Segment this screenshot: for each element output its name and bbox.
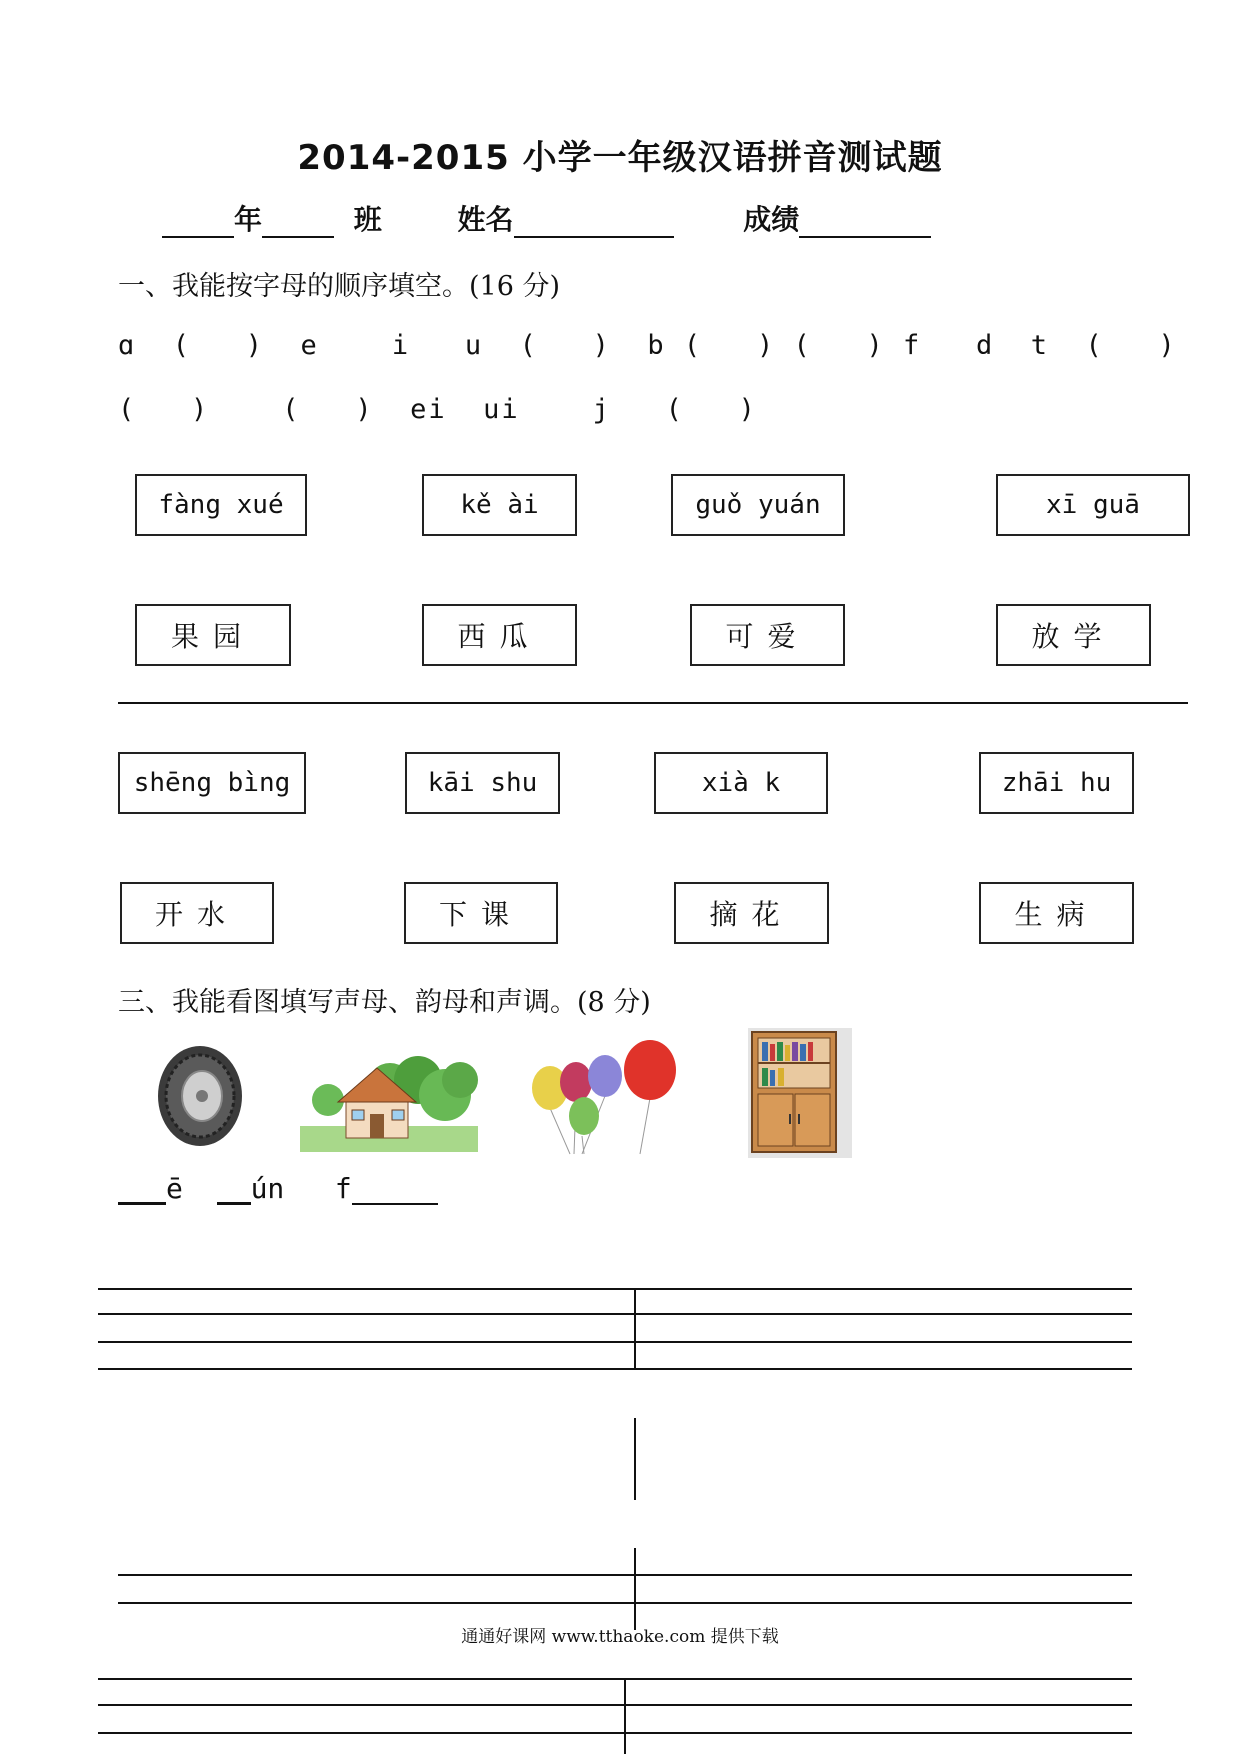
section3-heading: 三、我能看图填写声母、韵母和声调。(8 分): [118, 987, 651, 1018]
picture-answers: [118, 1172, 438, 1205]
hanzi-box-3[interactable]: 可爱: [690, 604, 845, 666]
pinyin-box-6[interactable]: kāi shu: [405, 752, 560, 814]
answer-blank-1[interactable]: [118, 1172, 166, 1205]
answer-1: ē: [166, 1172, 183, 1205]
pinyin-box-8[interactable]: zhāi hu: [979, 752, 1134, 814]
writing-line: [118, 1574, 1132, 1576]
pinyin-box-5[interactable]: shēng bìng: [118, 752, 306, 814]
page-title: 2014-2015 小学一年级汉语拼音测试题: [297, 138, 943, 178]
section-divider: [118, 702, 1188, 704]
writing-line: [98, 1288, 1132, 1290]
score-label: 成绩: [743, 203, 800, 236]
footer-source: 通通好课网 www.tthaoke.com 提供下载: [461, 1627, 779, 1647]
hanzi-box-1[interactable]: 果园: [135, 604, 291, 666]
answer-blank-2[interactable]: [217, 1172, 251, 1205]
balloons-image: [510, 1036, 680, 1156]
class-blank[interactable]: [262, 206, 334, 238]
pinyin-box-3[interactable]: guǒ yuán: [671, 474, 845, 536]
tire-image: [150, 1040, 250, 1152]
section1-heading: 一、我能按字母的顺序填空。(16 分): [118, 271, 561, 302]
score-blank[interactable]: [799, 206, 931, 238]
writing-line: [98, 1704, 1132, 1706]
writing-divider: [634, 1548, 636, 1630]
alphabet-sequence-line1: ɑ ( ) e i u ( ) b ( ) ( ) f d t ( ): [118, 330, 1177, 361]
answer-3: f: [334, 1172, 352, 1205]
hanzi-box-7[interactable]: 摘花: [674, 882, 829, 944]
pinyin-box-1[interactable]: fàng xué: [135, 474, 307, 536]
writing-line: [98, 1313, 1132, 1315]
writing-line: [98, 1341, 1132, 1343]
writing-line: [98, 1678, 1132, 1680]
name-blank[interactable]: [514, 206, 674, 238]
writing-divider: [624, 1678, 626, 1754]
pinyin-box-4[interactable]: xī guā: [996, 474, 1190, 536]
info-line: [162, 198, 931, 238]
class-label: 班: [353, 203, 382, 236]
writing-line: [118, 1602, 1132, 1604]
answer-blank-3[interactable]: [352, 1173, 438, 1205]
hanzi-box-6[interactable]: 下课: [404, 882, 558, 944]
bookcase-image: [748, 1028, 852, 1158]
hanzi-box-5[interactable]: 开水: [120, 882, 274, 944]
grade-blank[interactable]: [162, 206, 234, 238]
house-image: [300, 1040, 478, 1152]
pinyin-box-7[interactable]: xià k: [654, 752, 828, 814]
writing-line: [98, 1368, 1132, 1370]
grade-label: 年: [234, 203, 263, 236]
hanzi-box-4[interactable]: 放学: [996, 604, 1151, 666]
answer-2: ún: [250, 1172, 285, 1205]
alphabet-sequence-line2: ( ) ( ) ei ui j ( ): [118, 394, 757, 425]
pinyin-box-2[interactable]: kě ài: [422, 474, 577, 536]
name-label: 姓名: [457, 203, 514, 236]
hanzi-box-2[interactable]: 西瓜: [422, 604, 577, 666]
writing-line: [98, 1732, 1132, 1734]
writing-divider: [634, 1288, 636, 1368]
writing-divider: [634, 1418, 636, 1500]
hanzi-box-8[interactable]: 生病: [979, 882, 1134, 944]
